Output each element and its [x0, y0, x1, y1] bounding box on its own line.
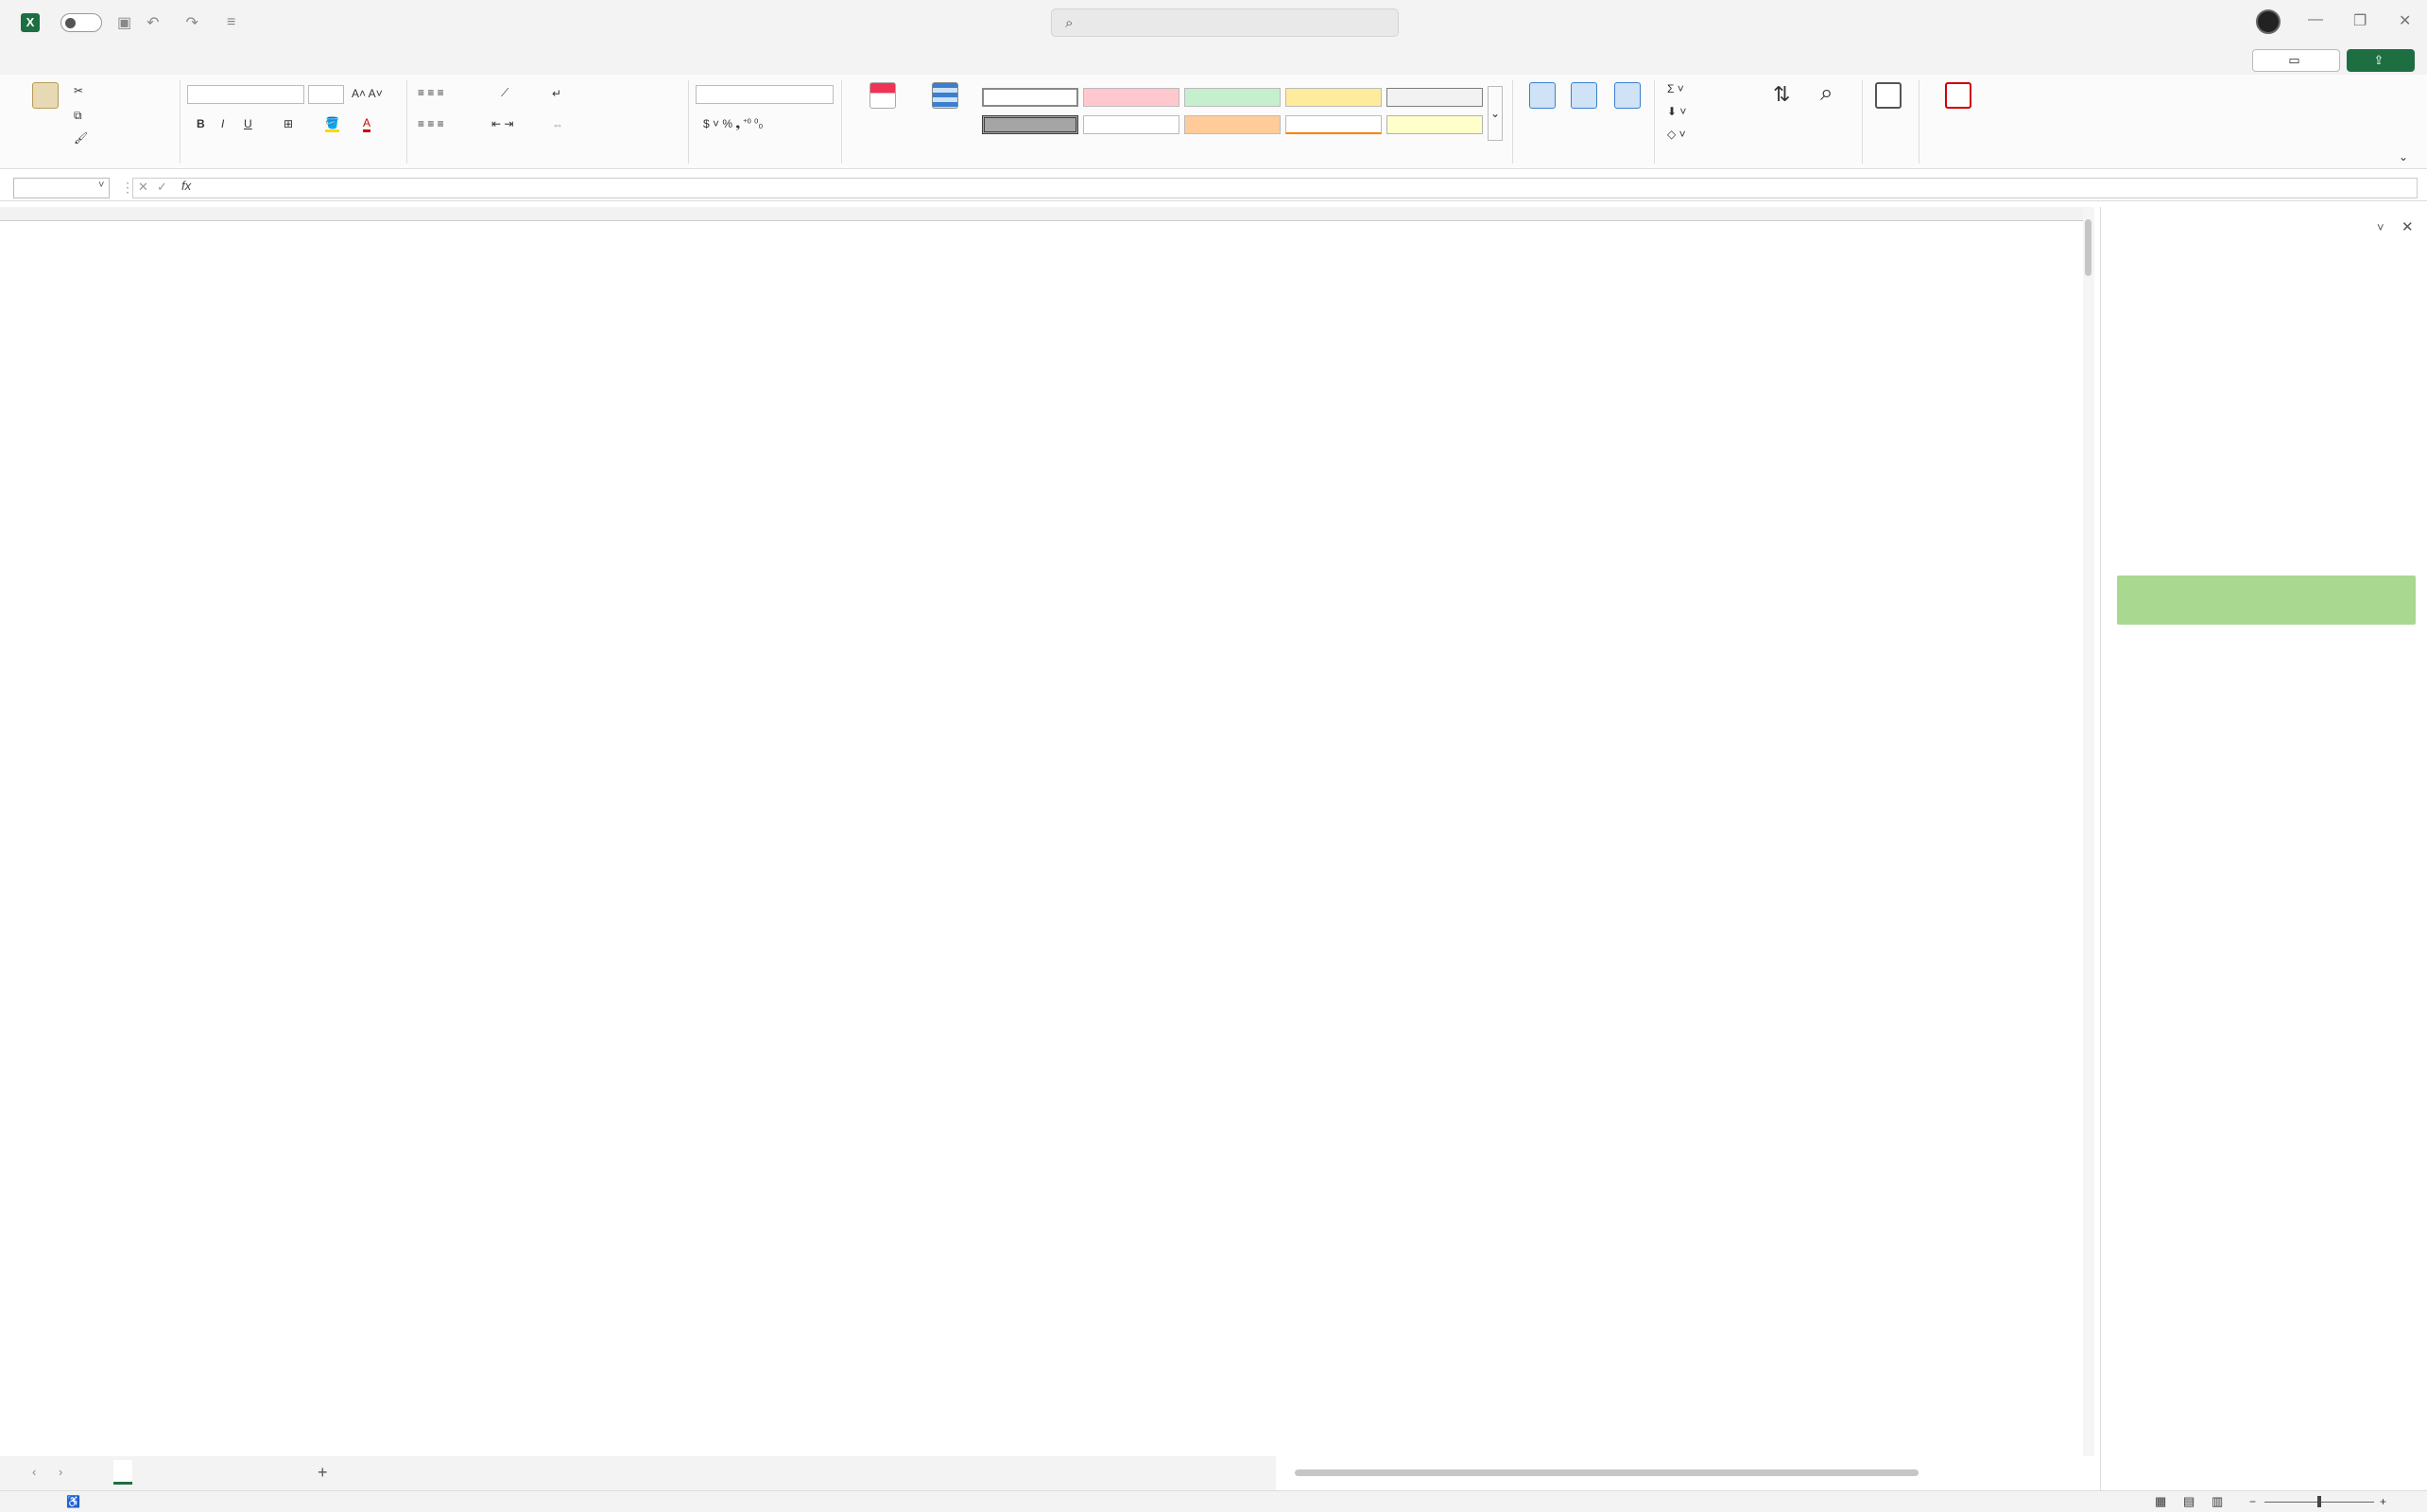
restore-icon[interactable]: ❐	[2353, 13, 2367, 29]
conditional-formatting-icon[interactable]	[869, 82, 896, 109]
find-select-icon[interactable]: ⌕	[1820, 80, 1833, 106]
copy-button[interactable]	[74, 109, 82, 123]
create-pdf-icon[interactable]	[1945, 82, 1971, 109]
insert-cells-icon[interactable]	[1529, 82, 1556, 109]
queries-connections-pane	[2100, 207, 2427, 1490]
wrap-icon: ↵	[552, 87, 562, 100]
indent-icon[interactable]: ⇤ ⇥	[491, 117, 514, 130]
undo-icon[interactable]: ↶	[146, 14, 160, 31]
italic-button[interactable]: I	[221, 117, 225, 130]
search-input[interactable]	[1051, 9, 1399, 37]
pane-options-icon[interactable]: ˅	[2377, 220, 2384, 234]
font-color-icon[interactable]: A	[363, 116, 370, 132]
enter-icon[interactable]: ✓	[157, 180, 167, 194]
format-cells-icon[interactable]	[1614, 82, 1641, 109]
page-break-view-icon[interactable]: ▥	[2212, 1494, 2224, 1508]
delete-cells-icon[interactable]	[1571, 82, 1597, 109]
sheet-tab-sheet1[interactable]	[217, 1460, 236, 1485]
redo-icon[interactable]: ↷	[185, 14, 198, 31]
underline-button[interactable]: U	[244, 117, 252, 130]
fill-down-icon: ⬇	[1667, 105, 1680, 118]
name-box-dropdown-icon[interactable]: ˅	[98, 180, 105, 191]
vertical-scroll-thumb[interactable]	[2085, 219, 2091, 276]
excel-logo-icon: X	[21, 13, 40, 32]
font-grow-icon[interactable]: A˄ A˅	[352, 87, 383, 100]
minimize-icon[interactable]: —	[2308, 11, 2323, 27]
align-left-icon[interactable]: ≡ ≡ ≡	[418, 117, 444, 130]
save-icon[interactable]: ▣	[117, 14, 132, 31]
style-check-cell[interactable]	[982, 115, 1078, 134]
style-note[interactable]	[1386, 115, 1483, 134]
page-layout-view-icon[interactable]: ▤	[2183, 1494, 2195, 1508]
add-ins-icon[interactable]	[1875, 82, 1902, 109]
accessibility-status[interactable]	[66, 1495, 80, 1508]
zoom-out-icon[interactable]: −	[2249, 1495, 2257, 1508]
ribbon	[0, 75, 2427, 169]
ribbon-tabs	[0, 44, 2427, 75]
format-as-table-icon[interactable]	[932, 82, 958, 109]
style-normal[interactable]	[982, 88, 1078, 107]
autosave-toggle[interactable]	[60, 13, 102, 32]
copy-icon: ⧉	[74, 109, 82, 122]
style-good[interactable]	[1184, 88, 1281, 107]
customize-qat-icon[interactable]: ≡	[226, 13, 236, 30]
close-icon[interactable]: ✕	[2399, 13, 2412, 29]
paste-icon[interactable]	[32, 82, 59, 109]
add-sheet-icon[interactable]: +	[318, 1463, 328, 1482]
format-painter-button[interactable]	[74, 131, 88, 145]
merge-icon: ⇔	[552, 118, 563, 131]
eraser-icon: ◇	[1667, 128, 1679, 141]
style-neutral[interactable]	[1285, 88, 1382, 107]
status-bar	[0, 1490, 2427, 1512]
pane-close-icon[interactable]: ✕	[2401, 219, 2414, 235]
collapse-ribbon-icon[interactable]: ⌄	[2399, 150, 2409, 163]
prev-sheet-icon[interactable]: ‹	[32, 1465, 37, 1479]
currency-icon[interactable]: $ ˅ % ❟ ⁺⁰ ⁰₀	[703, 117, 764, 130]
cancel-icon[interactable]: ✕	[138, 180, 148, 194]
selected-query-highlight	[2117, 576, 2416, 625]
worksheet-grid[interactable]	[0, 207, 2083, 1456]
next-sheet-icon[interactable]: ›	[59, 1465, 63, 1479]
fill-color-icon[interactable]: 🪣	[325, 116, 339, 132]
wrap-text-button[interactable]	[552, 87, 561, 100]
name-box[interactable]	[13, 178, 110, 198]
insert-function-icon[interactable]: fx	[181, 179, 192, 193]
comment-icon: ▭	[2288, 53, 2300, 67]
horizontal-scroll-thumb[interactable]	[1295, 1469, 1919, 1476]
brush-icon: 🖌	[74, 131, 89, 145]
zoom-in-icon[interactable]: +	[2380, 1495, 2387, 1508]
zoom-slider-thumb[interactable]	[2317, 1496, 2321, 1507]
font-name-select[interactable]	[187, 85, 304, 104]
orientation-icon[interactable]: ⟋	[501, 86, 509, 99]
avatar[interactable]	[2256, 9, 2281, 34]
style-linked-cell[interactable]	[1285, 115, 1382, 134]
accessibility-icon: ♿	[66, 1495, 80, 1508]
style-explanatory[interactable]	[1083, 115, 1179, 134]
scissors-icon: ✂	[74, 84, 84, 97]
style-input[interactable]	[1184, 115, 1281, 134]
bold-button[interactable]: B	[197, 117, 205, 130]
merge-center-button[interactable]	[552, 118, 563, 131]
sigma-icon: Σ	[1667, 82, 1678, 95]
formula-bar-dots-icon: ⋮	[121, 180, 134, 195]
number-format-select[interactable]	[696, 85, 834, 104]
borders-icon[interactable]: ⊞	[284, 117, 294, 130]
sheet-tabs	[0, 1456, 1276, 1490]
style-bad[interactable]	[1083, 88, 1179, 107]
sheet-tab-power-query[interactable]	[113, 1460, 132, 1485]
vertical-scrollbar[interactable]	[2083, 207, 2094, 1456]
cut-button[interactable]	[74, 84, 83, 97]
clear-button[interactable]: ◇ ˅	[1667, 128, 1686, 141]
share-button[interactable]	[2347, 49, 2415, 72]
align-top-icon[interactable]: ≡ ≡ ≡	[418, 86, 444, 99]
search-icon: ⌕	[1065, 15, 1074, 31]
styles-more-icon[interactable]: ⌄	[1488, 86, 1503, 141]
column-headers	[0, 207, 2083, 221]
autosum-button[interactable]: Σ ˅	[1667, 82, 1684, 95]
formula-input[interactable]	[132, 178, 2418, 198]
share-icon: ⇪	[2373, 53, 2384, 67]
fill-button[interactable]: ⬇ ˅	[1667, 105, 1687, 118]
sort-filter-icon[interactable]: ⇅	[1773, 82, 1791, 106]
style-calculation[interactable]	[1386, 88, 1483, 107]
font-size-select[interactable]	[308, 85, 344, 104]
comments-button[interactable]	[2252, 49, 2340, 72]
normal-view-icon[interactable]: ▦	[2155, 1494, 2167, 1508]
